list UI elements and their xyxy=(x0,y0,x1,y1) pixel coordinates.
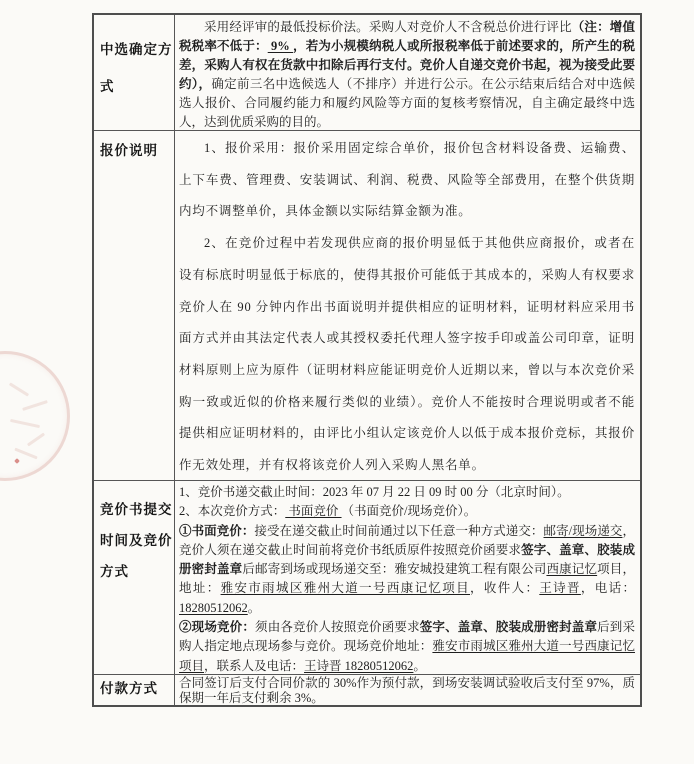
red-seal-stamp xyxy=(0,351,70,481)
content-paragraph xyxy=(179,676,635,705)
text-segment: 。 xyxy=(247,600,261,615)
row-label-line: 报价说明 xyxy=(100,143,158,158)
table-row-submission-time-method xyxy=(94,480,640,674)
text-segment: ②现场竞价： xyxy=(179,620,256,635)
text-segment: 1、报价采用：报价采用固定综合单价，报价包含材料设备费、运输费、上下车费、管理费、安装调试、利润、税费、风险等全部费用，在整个供货期内均不调整单价，具体金额以实际结算金额为准。 xyxy=(179,141,635,219)
procurement-terms-table xyxy=(92,13,642,707)
text-segment: ①书面竞价： xyxy=(179,523,255,538)
text-segment: 雅安市雨城区雅州大道一号西康记忆项目 xyxy=(179,639,635,673)
text-segment: ，电话： xyxy=(580,581,635,596)
row-label-line: 式 xyxy=(100,79,115,94)
text-segment: ，联系人及电话： xyxy=(204,658,305,673)
text-segment: （注：增值税税率不低于： xyxy=(179,20,635,53)
text-segment: ，竞价人须在递交截止时间前将竞价书纸质原件按照竞价函要求 xyxy=(179,523,635,557)
text-segment: 西康记忆 xyxy=(546,562,598,577)
text-segment: 后邮寄到场或现场递交至：雅安城投建筑工程有限公司 xyxy=(242,562,547,577)
table-row-selection-method xyxy=(94,15,640,130)
row-content-quotation-notes xyxy=(175,131,640,480)
content-paragraph xyxy=(179,18,635,130)
row-label-submission-time-method xyxy=(94,481,175,674)
text-segment: 1、竞价书递交截止时间：2023 年 07 月 22 日 09 时 00 分（北京时间）。 xyxy=(179,485,570,499)
text-segment: ，收件人： xyxy=(470,581,540,596)
text-segment: 签字、盖章、胶装成册密封盖章 xyxy=(179,542,635,577)
content-paragraph xyxy=(179,502,635,521)
content-paragraph xyxy=(179,618,635,674)
content-paragraph xyxy=(179,522,635,618)
text-segment: 2、在竞价过程中若发现供应商的报价明显低于其他供应商报价，或者在设有标底时明显低于标底的，使得其报价可能低于其成本的，采购人有权要求竞价人在 90 分钟内作出书面说明并提供相应的证明材料，证明材料应采用书面方式并由其法定代表人或其授权委托代理人签字按手印或盖公司印章，证明材料原则上应为原件（证明材料应能证明竞价人近期以来，曾以与本次竞价采购一致或近似的价格来履行类似的业绩）。竞价人不能按时合理说明或者不能提供相应证明材料的，由评比小组认定该竞价人以低于成本报价竞标，其报价作无效处理，并有权将该竞价人列入采购人黑名单。 xyxy=(179,236,635,473)
text-segment: 王诗晋 18280512062 xyxy=(304,658,414,673)
row-content-selection-method xyxy=(175,15,640,130)
row-label-selection-method xyxy=(94,15,175,130)
row-label-line: 时间及竞价 xyxy=(100,533,173,548)
text-segment: 9% xyxy=(267,39,294,53)
text-segment: 确定前三名中选候选人（不排序）并进行公示。在公示结束后结合对中选候选人报价、合同履约能力和履约风险等方面的复核考察情况，自主确定最终中选人，达到优质采购的目的。 xyxy=(179,77,635,129)
text-segment: 合同签订后支付合同价款的 30%作为预付款，到场安装调试验收后支付至 97%，质保期一年后支付剩余 3%。 xyxy=(179,676,635,705)
row-content-submission-time-method xyxy=(175,481,640,674)
text-segment: 雅安市雨城区雅州大道一号西康记忆项目 xyxy=(220,581,471,596)
text-segment: 2、本次竞价方式： xyxy=(179,504,286,519)
table-row-payment-method xyxy=(94,674,640,705)
text-segment: 接受在递交截止时间前通过以下任意一种方式递交： xyxy=(254,523,544,538)
text-segment: 签字、盖章、胶装成册密封盖章 xyxy=(419,620,598,635)
text-segment: ，若为小规模纳税人或所报税率低于前述要求的，所产生的税差，采购人有权在货款中扣除后再行支付。竞价人自递交竞价书起，视为接受此要约）， xyxy=(179,39,635,91)
row-label-payment-method xyxy=(94,675,175,705)
content-paragraph xyxy=(179,228,635,480)
text-segment: （书面竞价/现场竞价）。 xyxy=(341,504,477,519)
table-row-quotation-notes xyxy=(94,130,640,480)
row-label-quotation-notes xyxy=(94,131,175,480)
row-label-line: 中选确定方 xyxy=(100,42,173,57)
text-segment: 。 xyxy=(413,658,426,673)
text-segment: 邮寄/现场递交 xyxy=(543,523,623,538)
text-segment: 项目，地址： xyxy=(179,562,635,596)
row-content-payment-method xyxy=(175,675,640,705)
row-label-line: 方式 xyxy=(100,564,129,579)
text-segment: 王诗晋 xyxy=(539,581,581,596)
content-paragraph xyxy=(179,133,635,228)
text-segment: 书面竞价 xyxy=(285,504,342,519)
row-label-line: 付款方式 xyxy=(100,681,158,696)
text-segment: 须由各竞价人按照竞价函要求 xyxy=(255,620,420,635)
content-paragraph xyxy=(179,483,635,502)
text-segment: 采用经评审的最低投标价法。采购人对竞价人不含税总价进行评比 xyxy=(204,20,572,34)
text-segment: 后到采购人指定地点现场参与竞价。现场竞价地址： xyxy=(179,620,635,654)
text-segment: 18280512062 xyxy=(179,600,248,615)
row-label-line: 竞价书提交 xyxy=(100,502,173,517)
